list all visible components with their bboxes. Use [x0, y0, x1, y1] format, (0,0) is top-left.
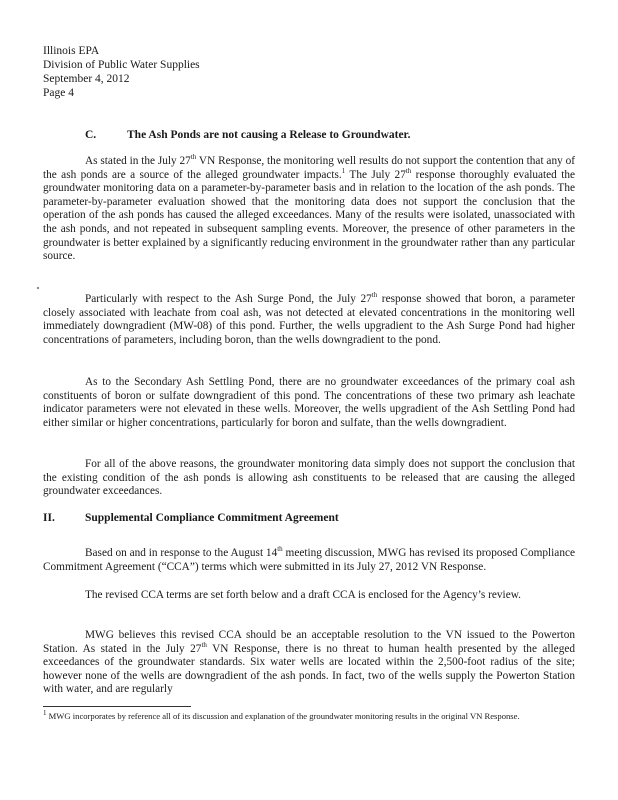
section-c-paragraph-2: [43, 293, 575, 347]
ordinal-suffix: th: [201, 640, 207, 649]
header-recipient: Illinois EPA: [43, 45, 100, 57]
header-date: September 4, 2012: [43, 73, 130, 85]
section-ii-title: Supplemental Compliance Commitment Agreement: [85, 512, 339, 524]
section-c-paragraph-4: For all of the above reasons, the groundwater monitoring data simply does not support the conclusion that the existing condition of the ash ponds is allowing ash constituents to be released that are causing the alleged groundwater exceedances.: [43, 458, 575, 498]
section-c-paragraph-3: As to the Secondary Ash Settling Pond, there are no groundwater exceedances of the primary coal ash constituents of boron or sulfate downgradient of this pond. The concentrations of these two primary ash leachate indicator parameters were not elevated in these wells. Moreover, the wells upgradient of the Ash Settling Pond had either similar or higher concentrations, particularly for boron and sulfate, than the wells downgradient.: [43, 376, 575, 429]
ordinal-suffix: th: [405, 166, 412, 175]
text-run: The July 27: [345, 168, 406, 181]
section-c-title: The Ash Ponds are not causing a Release to Groundwater.: [127, 129, 411, 141]
text-run: response thoroughly evaluated the groundwater monitoring data on a parameter-by-parameter basis and in relation to the location of the ash ponds. The parameter-by-parameter evaluation showed that the monitoring data does not support the conclusion that the operation of the ash ponds has caused the alleged exceedances. Many of the results were isolated, unassociated with the ash ponds, and not repeated in subsequent sampling events. Moreover, the presence of other parameters in the groundwater is better explained by a significantly reducing environment in the groundwater rather than any particular source.: [43, 168, 575, 263]
header-page-number: Page 4: [43, 87, 74, 99]
text-run: Particularly with respect to the Ash Surge Pond, the July 27: [85, 293, 372, 305]
section-c-paragraph-1: [43, 155, 575, 264]
header-division: Division of Public Water Supplies: [43, 59, 200, 71]
section-ii-paragraph-3: [43, 629, 575, 697]
text-run: MWG believes this revised CCA should be an acceptable resolution to the VN issued to the Powerton Station. As stated in the July 27: [43, 629, 575, 655]
section-ii-number: II.: [43, 512, 55, 524]
text-run: meeting discussion, MWG has revised its proposed Compliance Commitment Agreement (“CCA”) terms which were submitted in its July 27, 2012 VN Response.: [43, 547, 575, 573]
text-run: response showed that boron, a parameter closely associated with leachate from coal ash, was not detected at elevated concentrations in the monitoring well immediately downgradient (MW-08) of this pond. Further, the wells upgradient to the Ash Surge Pond had higher concentrations of parameters, including boron, than the wells downgradient to the pond.: [43, 293, 575, 346]
margin-speck: [37, 287, 39, 289]
footnote-separator: [43, 706, 191, 707]
footnote-mark: 1: [43, 709, 47, 718]
text-run: Based on and in response to the August 14: [85, 547, 278, 559]
section-c-number: C.: [85, 129, 97, 141]
ordinal-suffix: th: [277, 545, 283, 554]
footnote: [43, 711, 575, 722]
section-ii-paragraph-1: [43, 547, 575, 574]
letter-header: [43, 44, 200, 100]
section-c-heading: [43, 129, 410, 141]
footnote-reference: 1: [341, 166, 346, 175]
text-run: VN Response, there is no threat to human health presented by the alleged exceedances of the groundwater standards. Six water wells are located within the 2,500-foot radius of the site; however none of the wells are downgradient of the ash ponds. In fact, two of the wells supply the Powerton Station with water, and are regularly: [43, 642, 576, 696]
footnote-text: MWG incorporates by reference all of its discussion and explanation of the groundwater monitoring results in the original VN Response.: [46, 711, 520, 721]
section-ii-heading: [43, 512, 339, 524]
text-run: VN Response, the monitoring well results do not support the contention that any of the ash ponds are a source of the alleged groundwater impacts.: [43, 155, 575, 181]
ordinal-suffix: th: [371, 291, 378, 300]
text-run: As stated in the July 27: [85, 155, 191, 167]
section-ii-paragraph-2: The revised CCA terms are set forth below and a draft CCA is enclosed for the Agency’s review.: [85, 589, 521, 601]
ordinal-suffix: th: [190, 153, 197, 162]
